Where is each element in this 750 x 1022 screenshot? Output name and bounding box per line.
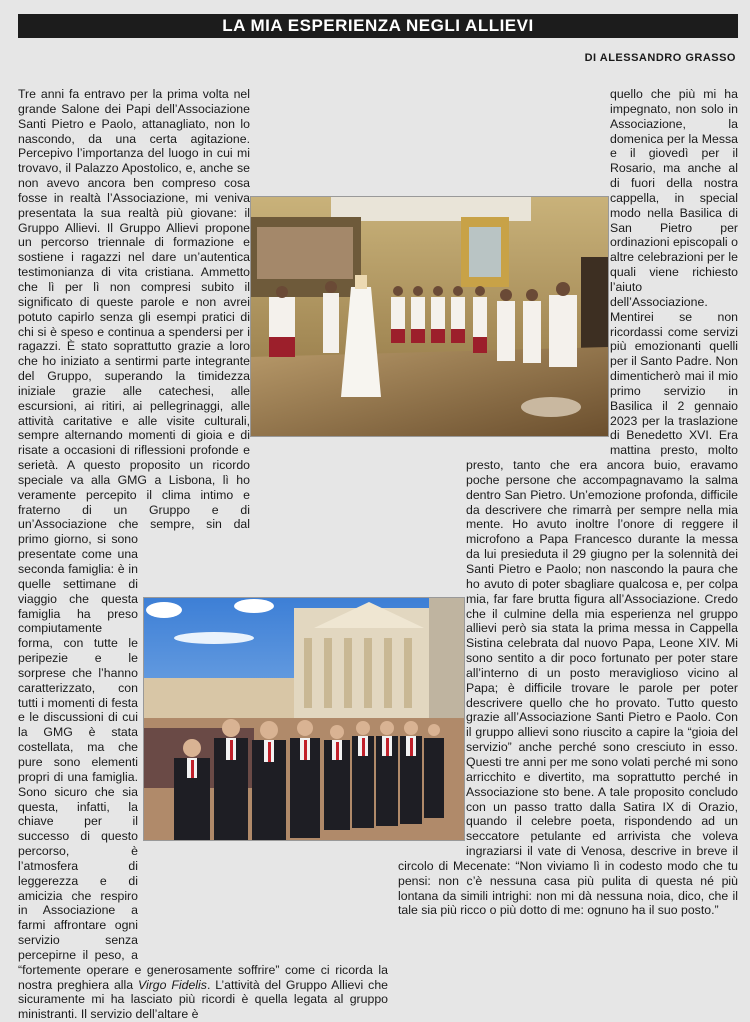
image-wrap-spacer-1	[250, 195, 388, 545]
paragraph-right-main: quello che più mi ha impegnato, non solo in Associazione, la domenica per la Messa e il giovedì per il Rosario, ma anche al di fuori della nostra cappella, in special modo nella Basilica di San Pietro per ordinazioni episcopali o altre celebrazioni per le quali viene richiesto l’aiuto dell’Associazione. Mentirei se non ricordassi come servizi più emozionanti quelli per il Santo Padre. Non dimenticherò mai il mio primo servizio in Basilica il 2 gennaio 2023 per la traslazione di Benedetto XVI. Era mattina presto, molto presto, tanto che era ancora buio, eravamo poche persone che accompagnavamo la salma dentro San Pietro. Un’emozione profonda, difficile da descrivere che rimarrà per sempre nella mia mente. Ho avuto inoltre l’onore di reggere il microfono a Papa Francesco durante la messa da lui presieduta il 29 giugno per la solennità dei Santi Pietro e Paolo; non nascondo la paura che ho avuto di poter sbagliare qualcosa e, per colpa mia, far fare brutta figura all’Associazione. Credo che il culmine della mia esperienza nel gruppo allievi però sia stata la prima messa in Cappella Sistina celebrata dal nuovo Papa, Leone XIV. Mi sono sentito a dir poco fortunato per poter stare all’interno di un posto meraviglioso vicino al Papa; è difficile trovare le parole per poter descrivere quello che ho provato. Tutto questo grazie all’Associazione Santi Pietro e Paolo. Con il gruppo allievi sono riuscito a capire la “gioia del servizio” anche perché sono cresciuto in esso. Questi tre anni per me sono volati perché mi sono arricchito e divertito, ma soprattutto perché in Associazione sto bene. A tale proposito concludo con un passo tratto dalla Satira IX di Orazio, quando il celebre poeta, rispondendo ad un seccatore petulante ed arrivista che voleva ingraziarsi il vate di Venosa, descrive in breve il circolo di Mecenate: “Non viviamo lì in codesto modo che tu pensi: non c’è nessuna casa più pulita di questa né più lontana da simili intrighi: non mi dà nessuna noia, dico, che il tale sia più ricco o più dotto di me: ognuno ha il suo posto.”	[398, 87, 738, 918]
image-wrap-spacer-3	[398, 177, 610, 453]
paragraph-left-main: Tre anni fa entravo per la prima volta nel grande Salone dei Papi dell’Associazione Santi Pietro e Paolo, attanagliato, non lo nascondo, da una certa agitazione. Percepivo l’importanza del luogo in cui mi trovavo, il Palazzo Apostolico, e, anche se non avevo ancora ben compreso cosa fosse in realtà l’Associazione, mi veniva presentata la sua realtà più giovane: il Gruppo Allievi. Il Gruppo Allievi propone un percorso triennale di formazione e sostiene i ragazzi nel dare un’autentica testimonianza di vita cristiana. Ammetto che lì per lì non compresi subito il significato di queste parole e non avrei potuto capirlo senza gli esempi pratici di chi si è speso e continua a spendersi per i ragazzi. È stato soprattutto grazie a loro che ho iniziato a sentirmi parte integrante del Gruppo, superando la timidezza iniziale grazie alle catechesi, alle escursioni, ai ritiri, ai pellegrinaggi, alle attività caritative e alle visite culturali, sempre alternando momenti di gioia e di risate a occasioni di riflessioni profonde e serietà. A questo proposito un ricordo speciale va alla GMG a Lisbona, lì ho veramente percepito il clima intimo e fraterno di un Gruppo e di un’Associazione che sempre, sin dal primo giorno, si sono presentate come una seconda famiglia: è in quelle settimane di viaggio che questa famiglia ha preso compiutamente forma, con tutte le peripezie e le sorprese che l’hanno caratterizzato, con tutti i momenti di festa e le discussioni di cui la GMG è stata costellata, ma che pure sono elementi propri di una famiglia. Sono sicuro che sia questa, infatti, la chiave per il successo di questo percorso, è l’atmosfera di leggerezza e di amicizia che respiro in Associazione a farmi affrontare ogni servizio senza percepirne il peso, a “fortemente operare e generosamente soffrire” come ci ricorda la nostra preghiera alla	[18, 87, 388, 992]
article-title-bar	[18, 14, 738, 38]
article-title: LA MIA ESPERIENZA NEGLI ALLIEVI	[222, 16, 534, 35]
image-wrap-spacer-2	[138, 685, 388, 950]
article-author: DI ALESSANDRO GRASSO	[584, 52, 736, 64]
article-column-right	[398, 87, 738, 992]
image-wrap-spacer-4	[398, 587, 466, 845]
paragraph-left-italic: Virgo Fidelis	[138, 977, 207, 992]
paragraph-left-tail: . L’attività del Gruppo Allievi che sicuramente mi ha lasciato più ricordi è quella legata al gruppo ministranti. Il servizio dell’altare è	[18, 977, 389, 1022]
article-column-left	[18, 87, 389, 1022]
